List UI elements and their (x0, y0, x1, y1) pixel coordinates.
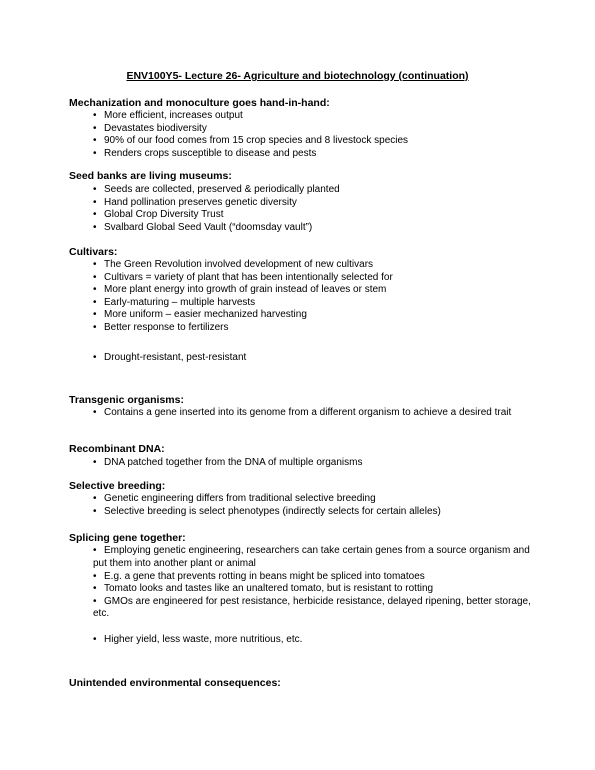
section-heading-splicing-gene-together: Splicing gene together: (69, 532, 186, 544)
bullet-icon: • (93, 407, 97, 418)
list-item: • Better response to fertilizers (93, 321, 229, 333)
bullet-icon: • (93, 196, 97, 208)
list-item: • Devastates biodiversity (93, 122, 207, 134)
section-heading-unintended-consequences: Unintended environmental consequences: (69, 677, 281, 689)
bullet-icon: • (93, 284, 97, 295)
bullet-icon: • (93, 209, 97, 220)
bullet-icon: • (93, 259, 97, 270)
list-item: • DNA patched together from the DNA of multiple organisms (93, 457, 363, 468)
list-item: • Renders crops susceptible to disease and pests (93, 147, 317, 159)
document-title: ENV100Y5- Lecture 26- Agriculture and biotechnology (continuation) (126, 70, 469, 82)
list-item: • Early-maturing – multiple harvests (93, 296, 256, 308)
bullet-icon: • (93, 493, 97, 504)
list-item: • More plant energy into growth of grain instead of leaves or stem (93, 284, 387, 295)
list-item: • Employing genetic engineering, researchers can take certain genes from a source organism and put them into another plant or animal (93, 545, 530, 569)
bullet-icon: • (93, 122, 97, 134)
list-item: • The Green Revolution involved development of new cultivars (93, 259, 374, 270)
section-heading-cultivars: Cultivars: (69, 246, 118, 258)
list-item: • Svalbard Global Seed Vault (“doomsday vault”) (93, 221, 313, 233)
list-item: • Contains a gene inserted into its genome from a different organism to achieve a desired trait (93, 407, 512, 418)
bullet-icon: • (93, 271, 97, 283)
bullet-icon: • (93, 457, 97, 468)
bullet-icon: • (93, 296, 97, 308)
list-item: • Higher yield, less waste, more nutritious, etc. (93, 634, 303, 645)
list-item: • More uniform – easier mechanized harvesting (93, 309, 307, 320)
list-item: • Hand pollination preserves genetic diversity (93, 196, 297, 208)
list-item: • GMOs are engineered for pest resistance, herbicide resistance, delayed ripening, better storage, etc. (93, 595, 531, 619)
bullet-icon: • (93, 634, 97, 645)
section-heading-mechanization: Mechanization and monoculture goes hand-in-hand: (69, 97, 330, 109)
bullet-icon: • (93, 321, 97, 333)
bullet-icon: • (93, 309, 97, 320)
list-item: • Global Crop Diversity Trust (93, 209, 224, 220)
bullet-icon: • (93, 110, 97, 121)
bullet-icon: • (93, 545, 97, 556)
bullet-icon: • (93, 184, 97, 195)
list-item: • E.g. a gene that prevents rotting in beans might be spliced into tomatoes (93, 570, 425, 582)
bullet-icon: • (93, 570, 97, 582)
section-heading-transgenic-organisms: Transgenic organisms: (69, 394, 184, 406)
bullet-icon: • (93, 135, 97, 146)
bullet-icon: • (93, 583, 97, 594)
list-item: • Tomato looks and tastes like an unaltered tomato, but is resistant to rotting (93, 583, 434, 594)
list-item: • Cultivars = variety of plant that has been intentionally selected for (93, 271, 393, 283)
section-heading-selective-breeding: Selective breeding: (69, 480, 166, 492)
bullet-icon: • (93, 147, 97, 159)
bullet-icon: • (93, 595, 97, 607)
list-item: • Selective breeding is select phenotypes (indirectly selects for certain alleles) (93, 505, 441, 517)
list-item: • Seeds are collected, preserved & periodically planted (93, 184, 340, 195)
bullet-icon: • (93, 505, 97, 517)
section-heading-recombinant-dna: Recombinant DNA: (69, 443, 165, 455)
list-item: • Drought-resistant, pest-resistant (93, 352, 247, 363)
list-item: • Genetic engineering differs from traditional selective breeding (93, 493, 376, 504)
section-heading-seed-banks: Seed banks are living museums: (69, 170, 232, 182)
list-item: • More efficient, increases output (93, 110, 243, 121)
list-item: • 90% of our food comes from 15 crop species and 8 livestock species (93, 135, 409, 146)
bullet-icon: • (93, 221, 97, 233)
bullet-icon: • (93, 352, 97, 363)
